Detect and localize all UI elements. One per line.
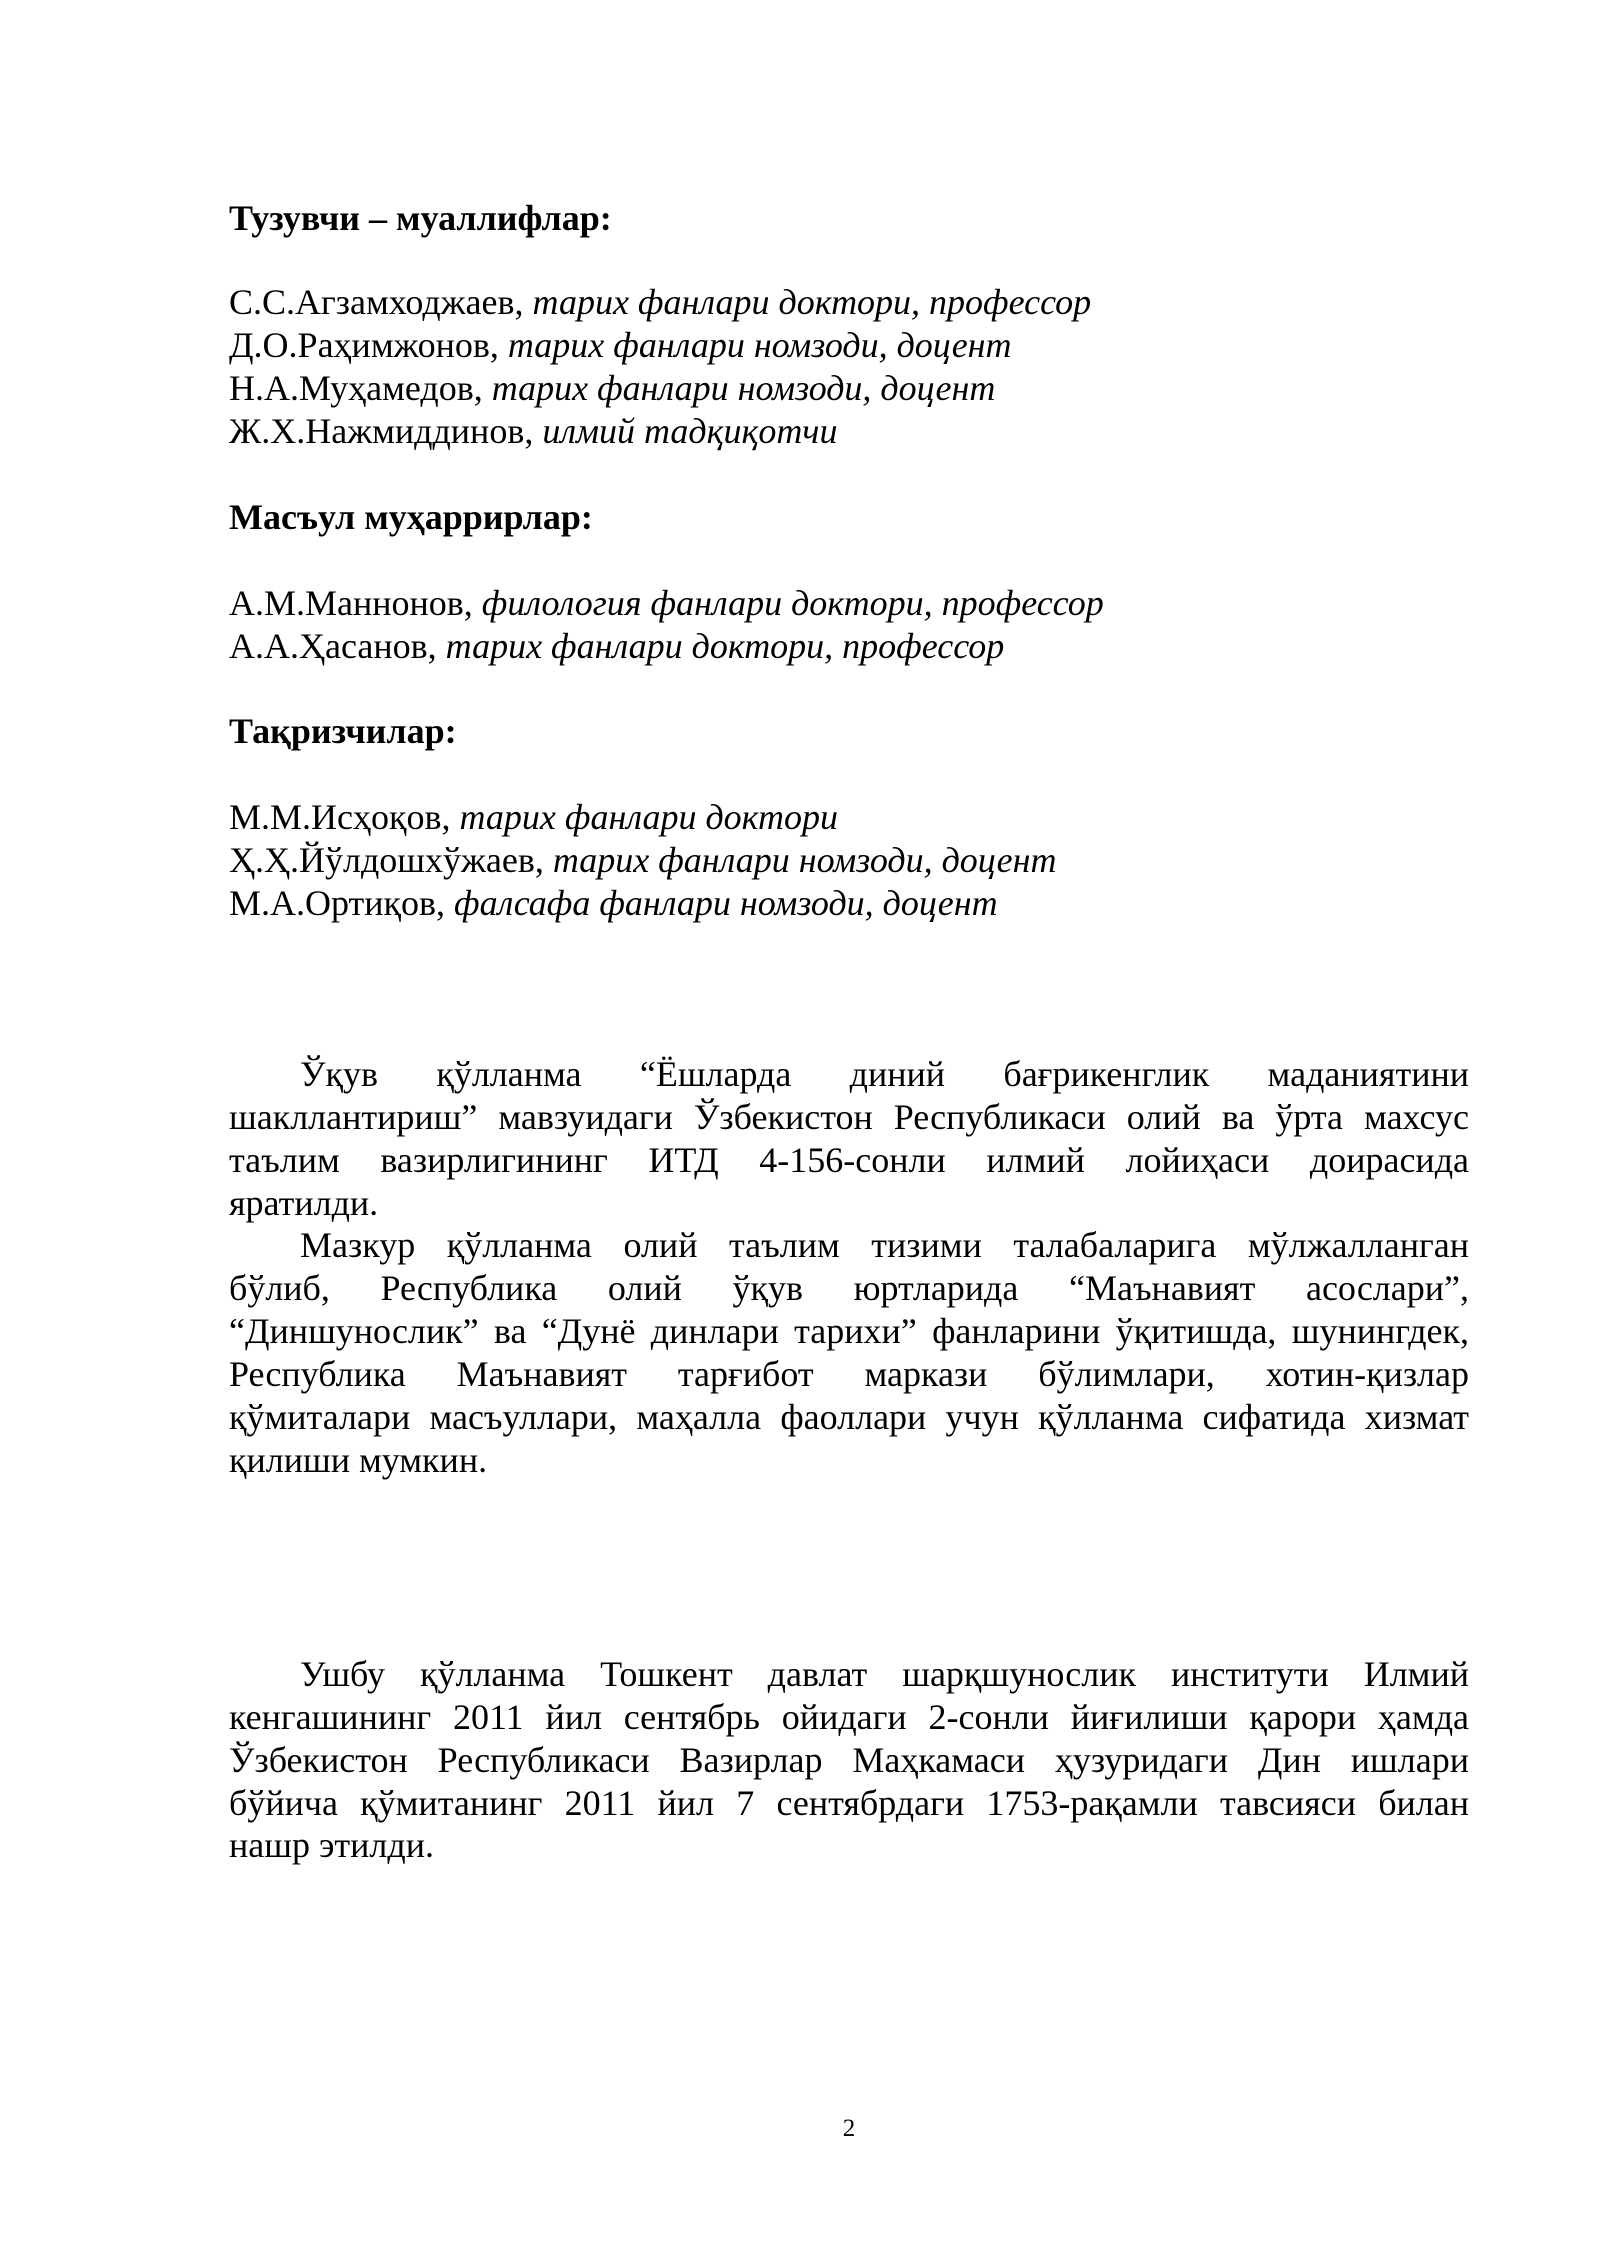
reviewer-name: М.А.Ортиқов, bbox=[229, 882, 446, 923]
author-role: тарих фанлари номзоди, доцент bbox=[491, 367, 996, 408]
author-name: Н.А.Муҳамедов, bbox=[229, 367, 483, 408]
paragraph-line: бўлиб, Республика олий ўқув юртларида “Маънавият асослари”, bbox=[229, 1268, 1469, 1309]
paragraph bbox=[229, 1053, 1469, 1224]
paragraph-line: кенгашининг 2011 йил сентябрь ойидаги 2-сонли йиғилиши қарори ҳамда bbox=[229, 1696, 1469, 1737]
paragraph-line: Республика Маънавият тарғибот маркази бўлимлари, хотин-қизлар bbox=[229, 1354, 1469, 1395]
paragraph-line: бўйича қўмитанинг 2011 йил 7 сентябрдаги 1753-рақамли тавсияси билан bbox=[229, 1782, 1469, 1823]
reviewer-entry bbox=[229, 839, 1469, 882]
author-role: тарих фанлари доктори, профессор bbox=[532, 282, 1092, 322]
reviewer-name: Ҳ.Ҳ.Йўлдошхўжаев, bbox=[229, 839, 544, 880]
publication-note bbox=[229, 1653, 1469, 1867]
page-number: 2 bbox=[842, 2115, 856, 2142]
author-entry bbox=[229, 367, 1469, 410]
reviewer-role: фалсафа фанлари номзоди, доцент bbox=[454, 882, 998, 923]
author-role: тарих фанлари номзоди, доцент bbox=[507, 324, 1012, 365]
editor-role: тарих фанлари доктори, профессор bbox=[445, 625, 1005, 666]
editor-name: А.М.Маннонов, bbox=[229, 583, 473, 623]
reviewer-role: тарих фанлари доктори bbox=[459, 797, 839, 837]
author-name: Д.О.Раҳимжонов, bbox=[229, 324, 499, 365]
paragraph-line: Мазкур қўлланма олий таълим тизими талабаларига мўлжалланган bbox=[300, 1225, 1469, 1266]
reviewer-name: М.М.Исҳоқов, bbox=[229, 797, 451, 837]
paragraph-line: “Диншунослик” ва “Дунё динлари тарихи” фанларини ўқитишда, шунингдек, bbox=[229, 1311, 1469, 1352]
editor-entry bbox=[229, 625, 1469, 668]
paragraph-line: таълим вазирлигининг ИТД 4-156-сонли илмий лойиҳаси доирасида bbox=[229, 1139, 1469, 1180]
reviewer-entry bbox=[229, 796, 1469, 839]
author-role: илмий тадқиқотчи bbox=[542, 410, 838, 451]
paragraph bbox=[229, 1224, 1469, 1481]
author-entry bbox=[229, 281, 1469, 324]
paragraph-line: қилиши мумкин. bbox=[229, 1439, 488, 1480]
author-name: Ж.Х.Нажмиддинов, bbox=[229, 410, 534, 451]
paragraph-line: шакллантириш” мавзуидаги Ўзбекистон Республикаси олий ва ўрта махсус bbox=[229, 1096, 1469, 1137]
paragraph-line: Ўқув қўлланма “Ёшларда диний бағрикенглик маданиятини bbox=[300, 1054, 1469, 1094]
reviewers-list bbox=[229, 796, 1469, 925]
body-text bbox=[229, 1053, 1469, 1482]
reviewer-entry bbox=[229, 882, 1469, 925]
editors-heading: Масъул муҳаррирлар: bbox=[229, 497, 593, 537]
editor-entry bbox=[229, 582, 1469, 625]
reviewers-heading: Тақризчилар: bbox=[229, 711, 457, 751]
editor-role: филология фанлари доктори, профессор bbox=[481, 583, 1104, 623]
paragraph-line: Ушбу қўлланма Тошкент давлат шарқшунослик институти Илмий bbox=[300, 1654, 1469, 1694]
authors-heading: Тузувчи – муаллифлар: bbox=[229, 198, 612, 238]
author-entry bbox=[229, 324, 1469, 367]
paragraph-line: қўмиталари масъуллари, маҳалла фаоллари учун қўлланма сифатида хизмат bbox=[229, 1396, 1469, 1437]
editor-name: А.А.Ҳасанов, bbox=[229, 625, 437, 666]
reviewer-role: тарих фанлари номзоди, доцент bbox=[552, 839, 1057, 880]
authors-list bbox=[229, 281, 1469, 452]
paragraph-line: Ўзбекистон Республикаси Вазирлар Маҳкамаси ҳузуридаги Дин ишлари bbox=[229, 1739, 1469, 1780]
paragraph-line: яратилди. bbox=[229, 1182, 379, 1223]
editors-list bbox=[229, 582, 1469, 668]
author-entry bbox=[229, 410, 1469, 453]
paragraph-line: нашр этилди. bbox=[229, 1825, 434, 1866]
author-name: С.С.Агзамходжаев, bbox=[229, 282, 524, 322]
paragraph bbox=[229, 1653, 1469, 1867]
